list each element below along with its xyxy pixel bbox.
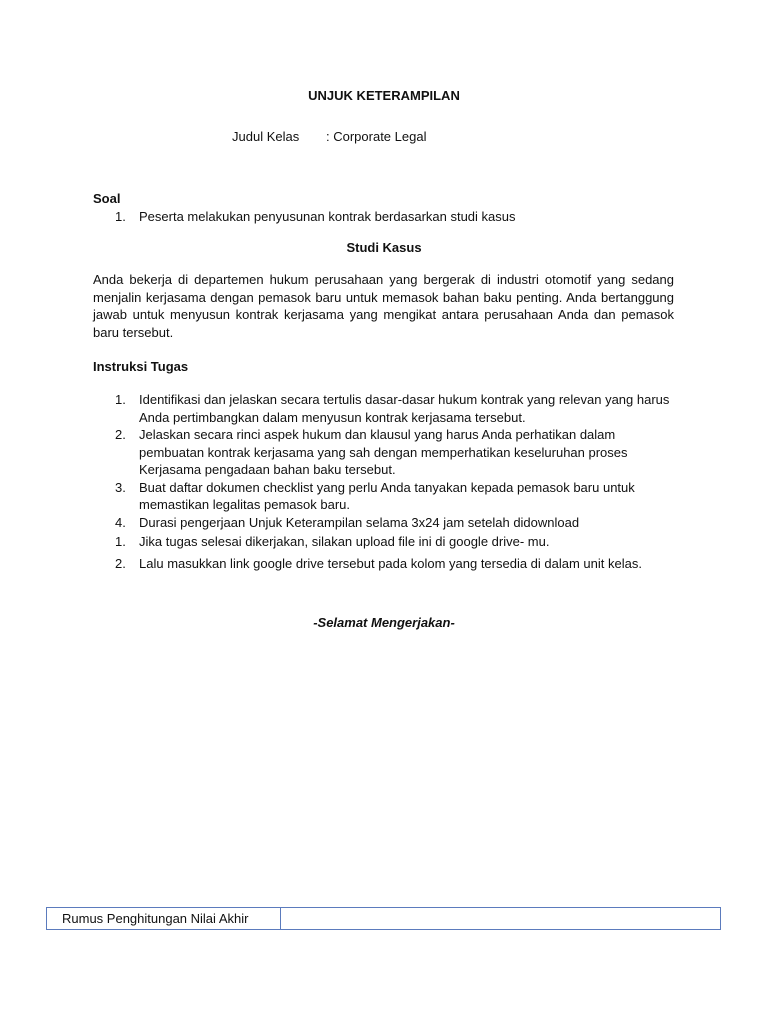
list-item: [93, 533, 674, 551]
case-paragraph: Anda bekerja di departemen hukum perusahaan yang bergerak di industri otomotif yang sedang menjalin kerjasama dengan pemasok baru untuk memasok bahan baku penting. Anda bertanggung jawab untuk menyusun kontrak kerjasama yang mengikat antara perusahaan Anda dan pemasok baru tersebut.: [93, 272, 674, 340]
table-value-cell: [281, 908, 721, 930]
list-item: [93, 479, 674, 514]
list-number: 1.: [115, 209, 126, 224]
list-text: Identifikasi dan jelaskan secara tertulis dasar-dasar hukum kontrak yang relevan yang harus Anda pertimbangkan dalam menyusun kontrak kerjasama tersebut.: [139, 392, 670, 425]
list-text: Peserta melakukan penyusunan kontrak berdasarkan studi kasus: [139, 209, 516, 224]
list-text: Buat daftar dokumen checklist yang perlu Anda tanyakan kepada pemasok baru untuk memastikan legalitas pemasok baru.: [139, 479, 635, 512]
list-number: 1.: [115, 534, 126, 549]
list-number: 4.: [115, 514, 126, 530]
list-item: [93, 391, 674, 426]
final-score-table: [46, 907, 721, 930]
list-text: Jelaskan secara rinci aspek hukum dan klausul yang harus Anda perhatikan dalam pembuatan kontrak kerjasama yang sah dengan memperhatikan keseluruhan proses Kerjasama pengadaan bahan baku tersebut.: [139, 427, 628, 477]
list-text: Jika tugas selesai dikerjakan, silakan upload file ini di google drive- mu.: [139, 534, 550, 549]
list-item: [93, 553, 674, 574]
document-title: UNJUK KETERAMPILAN: [308, 88, 460, 103]
instructions-list: [93, 391, 674, 574]
instructions-heading: Instruksi Tugas: [93, 359, 189, 374]
list-number: 2.: [115, 427, 126, 442]
class-info-row: [232, 129, 426, 144]
class-label: Judul Kelas: [232, 129, 300, 144]
list-text: Lalu masukkan link google drive tersebut pada kolom yang tersedia di dalam unit kelas.: [139, 555, 642, 571]
case-heading: Studi Kasus: [346, 240, 422, 255]
list-item: [93, 208, 683, 226]
soal-list: [93, 208, 683, 226]
list-text: Durasi pengerjaan Unjuk Keterampilan selama 3x24 jam setelah didownload: [139, 514, 580, 530]
list-number: 3.: [115, 479, 126, 495]
list-number: 2.: [115, 555, 126, 571]
table-row: [47, 908, 721, 930]
class-value: : Corporate Legal: [326, 129, 427, 144]
table-label-cell: Rumus Penghitungan Nilai Akhir: [47, 908, 281, 930]
list-number: 1.: [115, 392, 126, 407]
list-item: [93, 426, 674, 479]
soal-heading: Soal: [93, 191, 121, 206]
closing-text: -Selamat Mengerjakan-: [313, 615, 455, 630]
list-item: [93, 514, 674, 532]
